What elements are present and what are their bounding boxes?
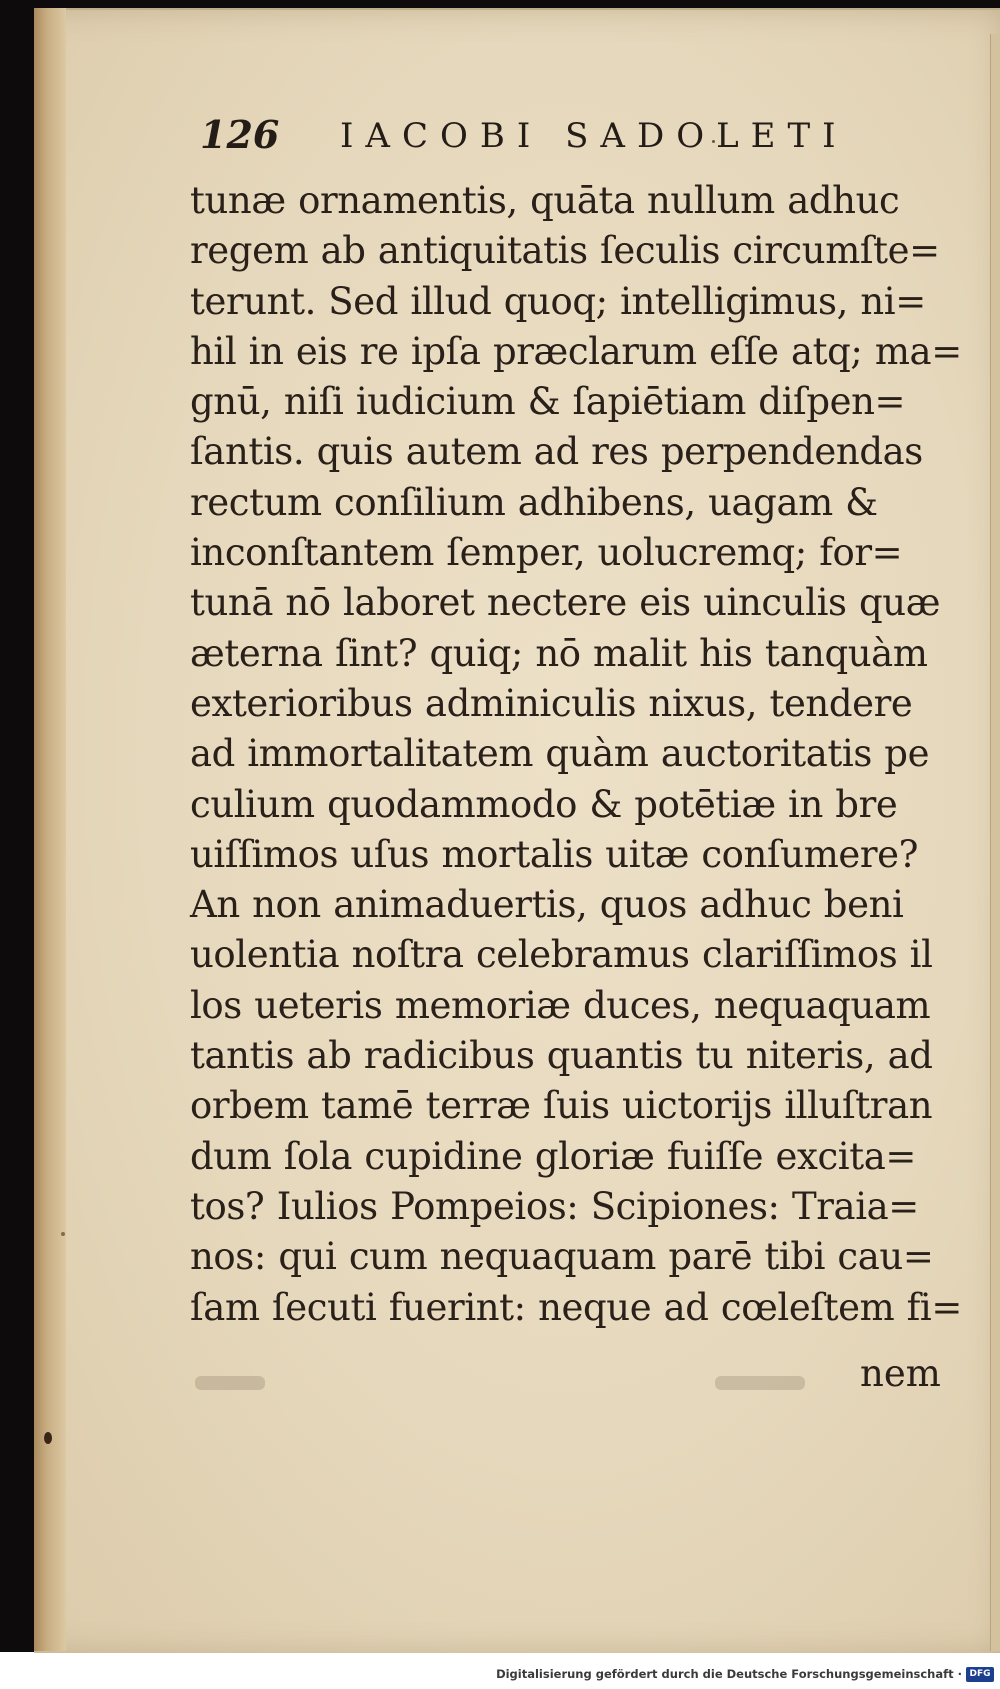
ink-offset-ghost (195, 1368, 815, 1398)
text-line: inconſtantem ſemper, uolucremq; for= (190, 531, 903, 575)
paper-stain (61, 1232, 65, 1236)
page-right-edge (990, 34, 1000, 1651)
text-line: nos: qui cum nequaquam parē tibi cau= (190, 1235, 934, 1279)
text-line: dum ſola cupidine gloriæ fuiſſe excita= (190, 1134, 916, 1178)
text-line: tos? Iulios Pompeios: Scipiones: Traia= (190, 1184, 919, 1228)
text-line: terunt. Sed illud quoq; intelligimus, ni= (190, 279, 926, 323)
text-line: los ueteris memoriæ duces, nequaquam (190, 983, 931, 1027)
ghost-mark (715, 1376, 805, 1390)
text-line: ſantis. quis autem ad res perpendendas (190, 430, 923, 474)
digitization-footer (496, 1664, 994, 1684)
text-line: ad immortalitatem quàm auctoritatis pe (190, 732, 930, 776)
page-gutter-edge (34, 8, 66, 1651)
body-text (190, 176, 962, 1333)
text-line: regem ab antiquitatis ſeculis circumſte= (190, 229, 940, 273)
ghost-mark (195, 1376, 265, 1390)
page-number: 126 (200, 112, 280, 157)
funding-credit: Digitalisierung gefördert durch die Deutsche Forschungsgemeinschaft · (496, 1667, 962, 1681)
text-line: uolentia noſtra celebramus clariſſimos il (190, 933, 933, 977)
page-header (200, 112, 880, 168)
dfg-logo: DFG (966, 1667, 994, 1682)
text-line: hil in eis re ipſa præclarum eſſe atq; ma= (190, 329, 962, 373)
text-line: uiſſimos uſus mortalis uitæ conſumere? (190, 832, 919, 876)
ink-spot (44, 1432, 52, 1444)
text-line: culium quodammodo & potētiæ in bre (190, 782, 898, 826)
text-line: exterioribus adminiculis nixus, tendere (190, 681, 913, 725)
text-line: tunā nō laboret nectere eis uinculis quæ (190, 581, 941, 625)
text-line: æterna ſint? quiq; nō malit his tanquàm (190, 631, 928, 675)
text-line: ſam ſecuti fuerint: neque ad cœleſtem fi= (190, 1285, 962, 1329)
text-line: orbem tamē terræ ſuis uictorijs illuſtran (190, 1084, 933, 1128)
text-line: tantis ab radicibus quantis tu niteris, ad (190, 1034, 933, 1078)
text-line: An non animaduertis, quos adhuc beni (190, 883, 904, 927)
text-line: tunæ ornamentis, quāta nullum adhuc (190, 179, 900, 222)
text-line: rectum conſilium adhibens, uagam & (190, 480, 878, 524)
running-head: IACOBI SADOLETI (340, 116, 848, 156)
text-line: gnū, niſi iudicium & ſapiētiam diſpen= (190, 380, 906, 424)
catchword: nem (860, 1352, 941, 1395)
